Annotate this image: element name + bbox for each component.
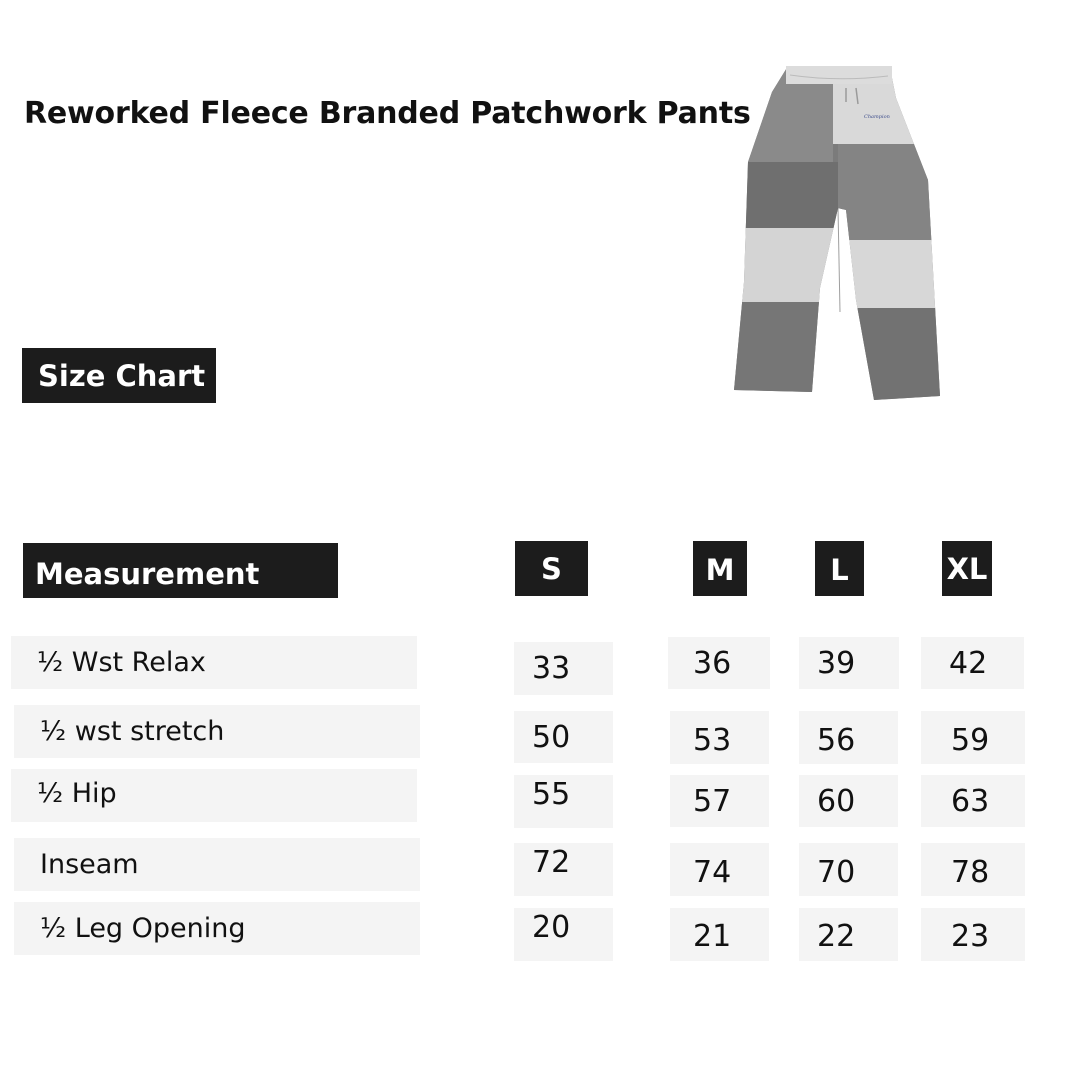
row-label-wst-stretch: ½ wst stretch — [14, 705, 420, 758]
cell-wst-relax-l: 39 — [799, 637, 899, 689]
measurement-header: Measurement — [23, 543, 338, 598]
cell-hip-xl: 63 — [921, 775, 1025, 827]
cell-wst-stretch-s: 50 — [514, 711, 613, 763]
cell-leg-opening-s: 20 — [514, 908, 613, 961]
cell-inseam-m: 74 — [670, 843, 769, 896]
cell-hip-l: 60 — [799, 775, 898, 827]
cell-leg-opening-l: 22 — [799, 908, 898, 961]
cell-inseam-s: 72 — [514, 843, 613, 896]
cell-wst-relax-m: 36 — [668, 637, 770, 689]
size-chart-badge: Size Chart — [22, 348, 216, 403]
cell-wst-stretch-m: 53 — [670, 711, 769, 764]
cell-leg-opening-m: 21 — [670, 908, 769, 961]
product-title: Reworked Fleece Branded Patchwork Pants — [24, 96, 751, 131]
size-header-xl: XL — [942, 541, 992, 596]
size-header-s: S — [515, 541, 588, 596]
cell-wst-relax-xl: 42 — [921, 637, 1024, 689]
row-label-leg-opening: ½ Leg Opening — [14, 902, 420, 955]
cell-hip-s: 55 — [514, 775, 613, 828]
cell-inseam-l: 70 — [799, 843, 898, 896]
cell-wst-stretch-l: 56 — [799, 711, 898, 764]
waistband — [786, 66, 892, 84]
row-label-hip: ½ Hip — [11, 769, 417, 822]
cell-hip-m: 57 — [670, 775, 769, 827]
size-header-l: L — [815, 541, 864, 596]
cell-wst-stretch-xl: 59 — [921, 711, 1025, 764]
row-label-wst-relax: ½ Wst Relax — [11, 636, 417, 689]
product-image — [728, 62, 948, 404]
cell-leg-opening-xl: 23 — [921, 908, 1025, 961]
size-header-m: M — [693, 541, 747, 596]
cell-inseam-xl: 78 — [921, 843, 1025, 896]
cell-wst-relax-s: 33 — [514, 642, 613, 695]
row-label-inseam: Inseam — [14, 838, 420, 891]
champion-logo: Champion — [864, 114, 890, 120]
